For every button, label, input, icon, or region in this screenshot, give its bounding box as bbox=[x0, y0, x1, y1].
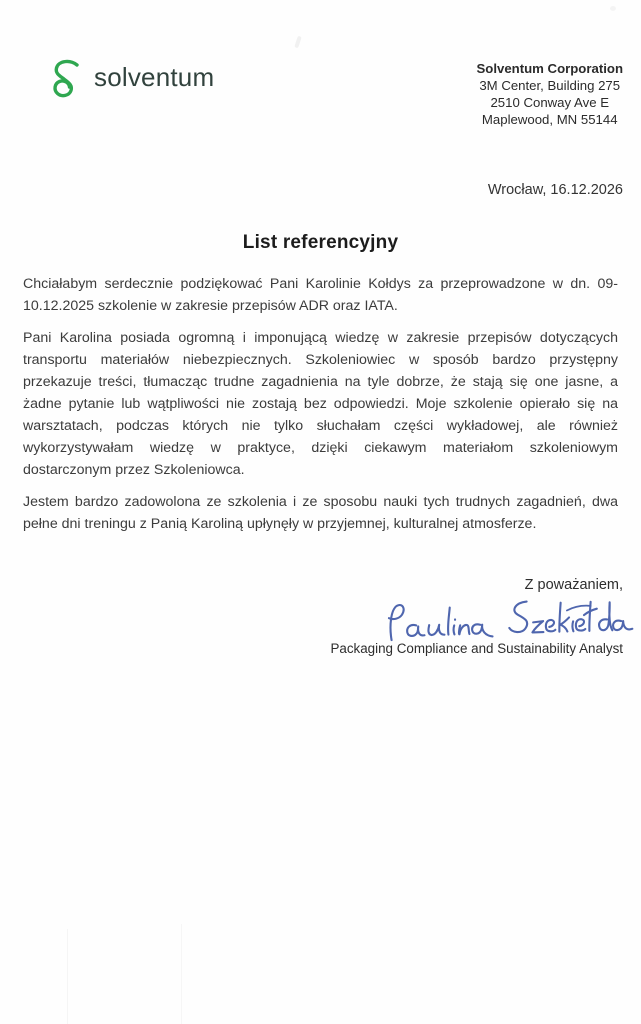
solventum-logo-wordmark: solventum bbox=[94, 62, 215, 92]
handwritten-signature bbox=[0, 591, 641, 645]
solventum-logo bbox=[46, 58, 214, 100]
sender-address-line-1: 3M Center, Building 275 bbox=[479, 78, 621, 93]
paragraph-trainer-praise: Pani Karolina posiada ogromną i imponującą wiedzę w zakresie przepisów dotyczących transportu materiałów niebezpiecznych. Szkoleniowiec w sposób bardzo przystępny przekazuje treści, tłumacząc trudne zagadnienia na tyle dobrze, że stają się one jasne, a żadne pytanie lub wątpliwości nie zostają bez odpowiedzi. Moje szkolenie opierało się na warsztatach, podczas których nie tylko słuchałam części wykładowej, ale również wykorzystywałam wiedzę w praktyce, dzięki ciekawym materiałom szkoleniowym dostarczonym przez Szkoleniowca. bbox=[23, 330, 618, 478]
sender-address-line-2: 2510 Conway Ave E bbox=[490, 95, 609, 110]
letter-body bbox=[0, 273, 641, 535]
scan-artifact-line bbox=[181, 924, 182, 1024]
letter-title: List referencyjny bbox=[242, 232, 399, 253]
scan-artifact-line bbox=[67, 929, 68, 1024]
sender-address-block bbox=[476, 60, 623, 128]
closing-salutation: Z poważaniem, bbox=[524, 577, 623, 593]
letter-header bbox=[0, 0, 641, 128]
paragraph-thanks: Chciałabym serdecznie podziękować Pani Karolinie Kołdys za przeprowadzone w dn. 09-10.12.2025 szkolenie w zakresie przepisów ADR oraz IATA. bbox=[23, 276, 618, 314]
sender-company-name: Solventum Corporation bbox=[476, 61, 623, 76]
signer-job-title: Packaging Compliance and Sustainability Analyst bbox=[330, 641, 623, 656]
sender-address-line-3: Maplewood, MN 55144 bbox=[481, 112, 618, 127]
place-and-date-line: Wrocław, 16.12.2026 bbox=[487, 182, 623, 198]
paragraph-satisfaction: Jestem bardzo zadowolona ze szkolenia i ze sposobu nauki tych trudnych zagadnień, dwa pełne dni treningu z Panią Karoliną upłynęły w przyjemnej, kulturalnej atmosferze. bbox=[23, 494, 618, 532]
solventum-s-loop-icon bbox=[46, 58, 86, 100]
